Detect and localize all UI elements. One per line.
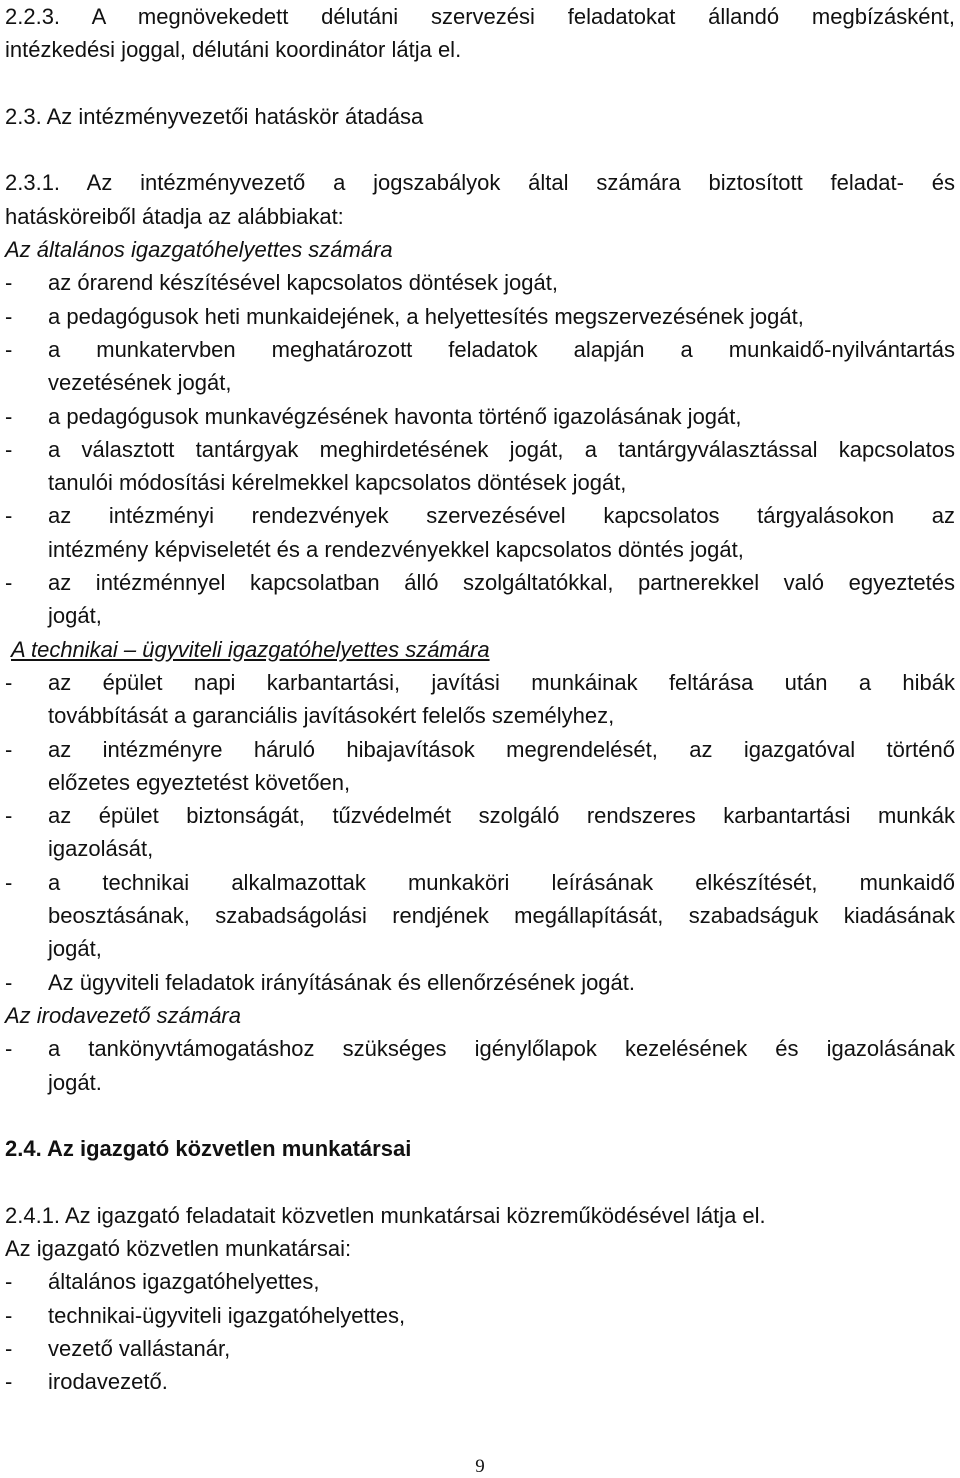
list-item xyxy=(5,733,955,800)
list-item-line: vezetésének jogát, xyxy=(48,370,232,396)
list-item-line: az épület napi karbantartási, javítási munkáinak feltárása után a hibák xyxy=(48,669,955,695)
list-item-line: a pedagógusok heti munkaidejének, a helyettesítés megszervezésének jogát, xyxy=(48,303,804,329)
office-manager-list xyxy=(5,1032,955,1099)
list-item-line: a munkatervben meghatározott feladatok alapján a munkaidő-nyilvántartás xyxy=(48,336,955,362)
list-item-line: az intézményi rendezvények szervezésével kapcsolatos tárgyalásokon az xyxy=(48,503,955,529)
list-item-line: a választott tantárgyak meghirdetésének jogát, a tantárgyválasztással kapcsolatos xyxy=(48,436,955,462)
section-heading-2-4: 2.4. Az igazgató közvetlen munkatársai xyxy=(5,1136,412,1162)
list-item xyxy=(5,400,955,433)
list-item-line: általános igazgatóhelyettes, xyxy=(48,1269,320,1295)
paragraph-2-3-1-line-2: hatásköreiből átadja az alábbiakat: xyxy=(5,203,344,229)
list-item-line: a pedagógusok munkavégzésének havonta történő igazolásának jogát, xyxy=(48,403,742,429)
list-item-line: az épület biztonságát, tűzvédelmét szolgáló rendszeres karbantartási munkák xyxy=(48,803,955,829)
list-bullet-dash: - xyxy=(5,570,13,596)
list-item-line: a technikai alkalmazottak munkaköri leírásának elkészítését, munkaidő xyxy=(48,869,955,895)
list-item-line: igazolását, xyxy=(48,836,154,862)
list-item xyxy=(5,966,955,999)
paragraph-2-2-3-line-2: intézkedési joggal, délutáni koordinátor látja el. xyxy=(5,37,462,63)
list-bullet-dash: - xyxy=(5,669,13,695)
list-bullet-dash: - xyxy=(5,1036,13,1062)
paragraph-2-3-1-line-1: 2.3.1. Az intézményvezető a jogszabályok által számára biztosított feladat- és xyxy=(5,170,955,196)
list-bullet-dash: - xyxy=(5,869,13,895)
list-item-line: intézmény képviseletét és a rendezvényekkel kapcsolatos döntés jogát, xyxy=(48,536,744,562)
paragraph-2-4-1-line-2: Az igazgató közvetlen munkatársai: xyxy=(5,1235,352,1261)
list-item xyxy=(5,1032,955,1099)
list-item-line: irodavezető. xyxy=(48,1369,168,1395)
list-item xyxy=(5,866,955,966)
page-number: 9 xyxy=(475,1456,485,1477)
list-bullet-dash: - xyxy=(5,803,13,829)
list-item-line: az intézménnyel kapcsolatban álló szolgáltatókkal, partnerekkel való egyeztetés xyxy=(48,570,955,596)
list-bullet-dash: - xyxy=(5,503,13,529)
list-item-line: jogát, xyxy=(48,936,102,962)
list-bullet-dash: - xyxy=(5,1369,13,1395)
list-item-line: technikai-ügyviteli igazgatóhelyettes, xyxy=(48,1302,406,1328)
subsection-title-general-deputy: Az általános igazgatóhelyettes számára xyxy=(5,237,393,263)
list-item-line: tanulói módosítási kérelmekkel kapcsolatos döntések jogát, xyxy=(48,470,627,496)
list-bullet-dash: - xyxy=(5,1269,13,1295)
staff-list-item xyxy=(5,1365,955,1398)
subsection-title-technical-deputy: A technikai – ügyviteli igazgatóhelyettes számára xyxy=(11,636,490,662)
list-item-line: vezető vallástanár, xyxy=(48,1335,231,1361)
section-heading-2-3: 2.3. Az intézményvezetői hatáskör átadása xyxy=(5,103,424,129)
list-item-line: jogát, xyxy=(48,603,102,629)
paragraph-2-2-3-line-1: 2.2.3. A megnövekedett délutáni szervezési feladatokat állandó megbízásként, xyxy=(5,4,955,29)
list-item xyxy=(5,300,955,333)
list-item xyxy=(5,566,955,633)
list-item xyxy=(5,799,955,866)
list-item-line: továbbítását a garanciális javításokért felelős személyhez, xyxy=(48,703,615,729)
list-bullet-dash: - xyxy=(5,436,13,462)
list-bullet-dash: - xyxy=(5,303,13,329)
list-item xyxy=(5,499,955,566)
staff-list-item xyxy=(5,1265,955,1298)
list-item xyxy=(5,433,955,500)
paragraph-2-4-1-line-1: 2.4.1. Az igazgató feladatait közvetlen munkatársai közreműködésével látja el. xyxy=(5,1202,766,1228)
list-item xyxy=(5,266,955,299)
list-item-line: az intézményre háruló hibajavítások megrendelését, az igazgatóval történő xyxy=(48,736,955,762)
list-bullet-dash: - xyxy=(5,736,13,762)
subsection-title-office-manager: Az irodavezető számára xyxy=(5,1002,241,1028)
list-bullet-dash: - xyxy=(5,969,13,995)
list-item xyxy=(5,666,955,733)
list-bullet-dash: - xyxy=(5,1335,13,1361)
document-page xyxy=(5,0,955,1398)
list-item-line: előzetes egyeztetést követően, xyxy=(48,769,351,795)
technical-deputy-list xyxy=(5,666,955,999)
list-item xyxy=(5,333,955,400)
general-deputy-list xyxy=(5,266,955,632)
list-item-line: Az ügyviteli feladatok irányításának és ellenőrzésének jogát. xyxy=(48,969,636,995)
list-item-line: beosztásának, szabadságolási rendjének megállapítását, szabadságuk kiadásának xyxy=(48,903,955,929)
list-bullet-dash: - xyxy=(5,336,13,362)
list-item-line: jogát. xyxy=(48,1069,102,1095)
list-bullet-dash: - xyxy=(5,1302,13,1328)
list-bullet-dash: - xyxy=(5,403,13,429)
list-item-line: az órarend készítésével kapcsolatos döntések jogát, xyxy=(48,270,558,296)
staff-list-item xyxy=(5,1299,955,1332)
staff-list xyxy=(5,1265,955,1398)
list-bullet-dash: - xyxy=(5,270,13,296)
list-item-line: a tankönyvtámogatáshoz szükséges igénylőlapok kezelésének és igazolásának xyxy=(48,1036,955,1062)
staff-list-item xyxy=(5,1332,955,1365)
